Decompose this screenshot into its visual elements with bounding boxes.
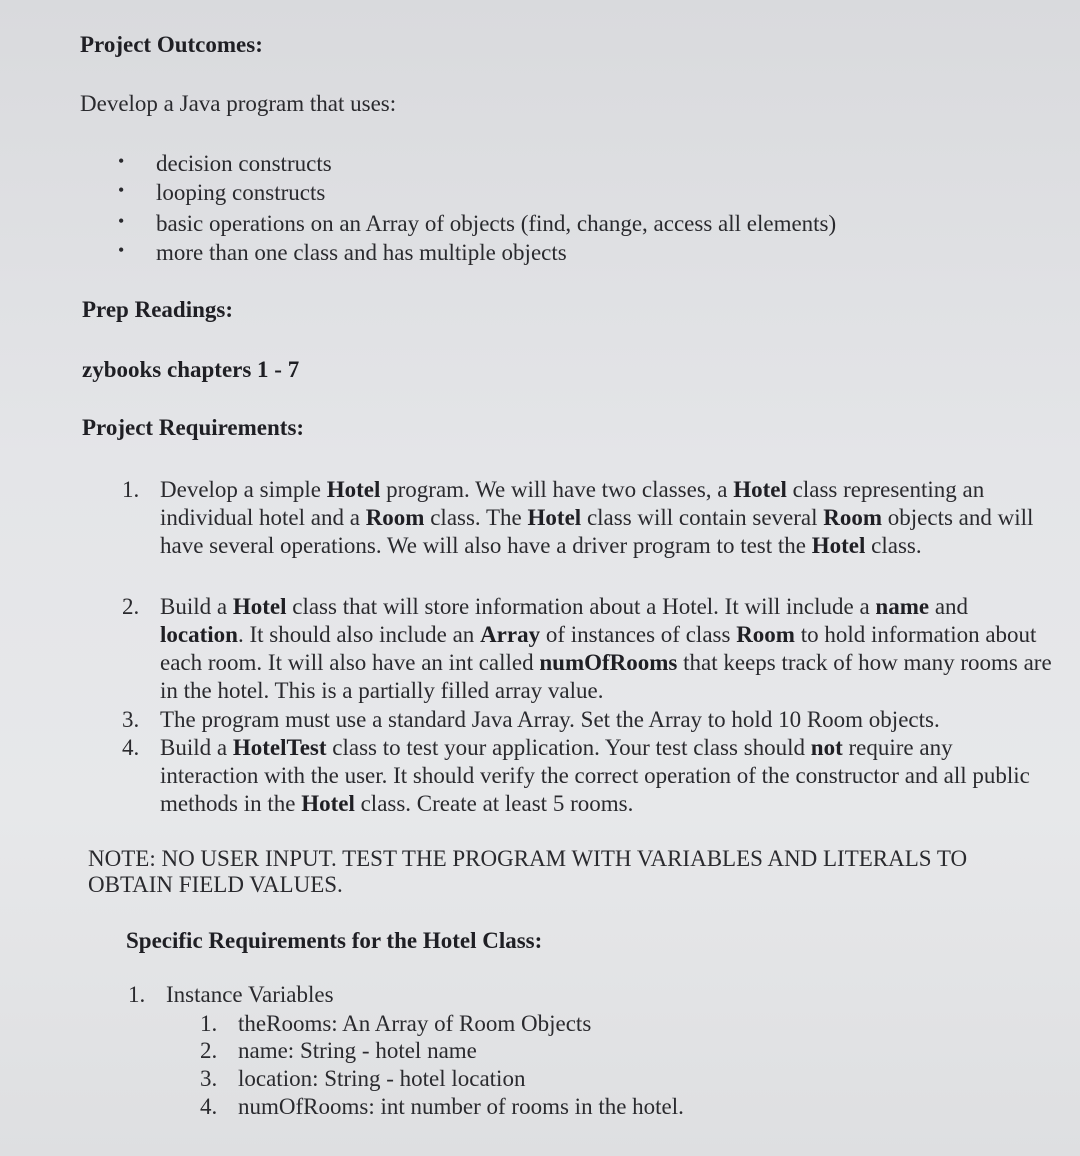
bullet-dot-icon: • — [118, 180, 125, 200]
outcomes-intro: Develop a Java program that uses: — [80, 91, 397, 116]
variable-item: 1. theRooms: An Array of Room Objects — [200, 1011, 592, 1036]
prep-text: zybooks chapters 1 - 7 — [82, 357, 300, 382]
requirement-text: Build a HotelTest class to test your application. Your test class should not require any interaction with the user. It should verify the correct operation of the constructor and all public methods in the Hotel class. Create at least 5 rooms. — [160, 735, 1030, 816]
specific-heading: Specific Requirements for the Hotel Class: — [126, 928, 543, 953]
requirement-text: The program must use a standard Java Array. Set the Array to hold 10 Room objects. — [160, 707, 940, 732]
bullet-item: • basic operations on an Array of objects (find, change, access all elements) — [118, 211, 837, 236]
requirement-text: Develop a simple Hotel program. We will have two classes, a Hotel class representing an individual hotel and a Room class. The Hotel class will contain several Room objects and will have several operations. We will also have a driver program to test the Hotel class. — [160, 477, 1034, 558]
requirement-item: 4. Build a HotelTest class to test your application. Your test class should not require any interaction with the user. It should verify the correct operation of the constructor and all public methods in the Hotel class. Create at least 5 rooms. — [122, 734, 1052, 818]
prep-heading: Prep Readings: — [82, 297, 233, 322]
bullet-dot-icon: • — [118, 240, 125, 260]
section-item: 1. Instance Variables — [128, 982, 334, 1007]
bullet-dot-icon: • — [118, 211, 125, 231]
requirement-item: 2. Build a Hotel class that will store information about a Hotel. It will include a name and location. It should also include an Array of instances of class Room to hold information about each room. It will also have an int called numOfRooms that keeps track of how many rooms are in the hotel. This is a partially filled array value. — [122, 594, 1052, 703]
bullet-item: • more than one class and has multiple objects — [118, 240, 567, 265]
requirement-item: 3. The program must use a standard Java Array. Set the Array to hold 10 Room objects. — [122, 706, 1052, 734]
variable-item: 3. location: String - hotel location — [200, 1066, 526, 1091]
requirement-item: 1. Develop a simple Hotel program. We will have two classes, a Hotel class representing an individual hotel and a Room class. The Hotel class will contain several Room objects and will have several operations. We will also have a driver program to test the Hotel class. — [122, 476, 1052, 560]
requirements-heading: Project Requirements: — [82, 415, 305, 440]
outcomes-heading: Project Outcomes: — [80, 32, 263, 57]
bullet-dot-icon: • — [118, 151, 125, 171]
requirement-text: Build a Hotel class that will store information about a Hotel. It will include a name and location. It should also include an Array of instances of class Room to hold information about each room. It will also have an int called numOfRooms that keeps track of how many rooms are in the hotel. This is a partially filled array value. — [160, 594, 1052, 703]
variable-item: 2. name: String - hotel name — [200, 1038, 477, 1063]
variable-item: 4. numOfRooms: int number of rooms in the hotel. — [200, 1094, 684, 1119]
note-text: NOTE: NO USER INPUT. TEST THE PROGRAM WITH VARIABLES AND LITERALS TO OBTAIN FIELD VALUES. — [88, 846, 968, 897]
bullet-item: • looping constructs — [118, 180, 326, 205]
bullet-item: • decision constructs — [118, 151, 332, 176]
